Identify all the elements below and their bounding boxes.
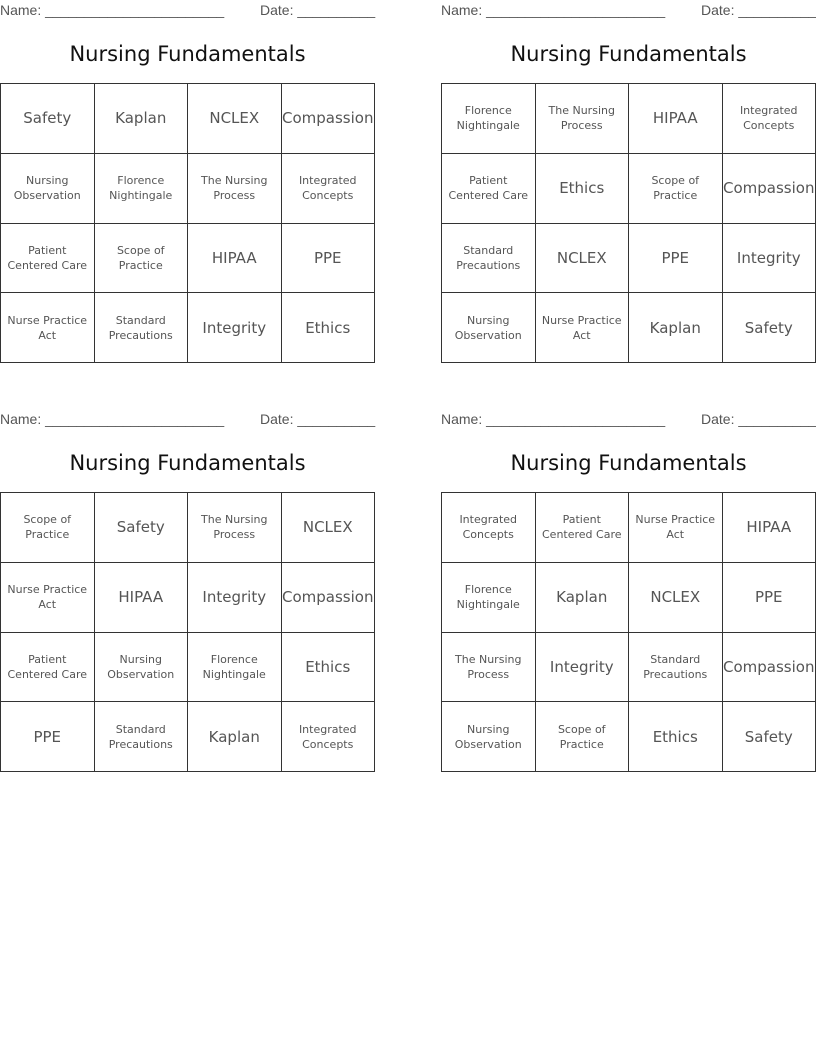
- bingo-cell: Kaplan: [95, 84, 189, 154]
- bingo-cell: Compassion: [723, 154, 816, 224]
- card-title: Nursing Fundamentals: [69, 451, 306, 475]
- bingo-cell: Ethics: [282, 293, 376, 363]
- bingo-cell: HIPAA: [723, 493, 816, 563]
- bingo-cell: The Nursing Process: [442, 633, 536, 703]
- bingo-cell: Nurse Practice Act: [536, 293, 630, 363]
- bingo-cell: Scope of Practice: [1, 493, 95, 563]
- bingo-cell: The Nursing Process: [536, 84, 630, 154]
- bingo-cell: Standard Precautions: [442, 224, 536, 294]
- bingo-cell: Safety: [723, 702, 816, 772]
- bingo-cell: Integrity: [723, 224, 816, 294]
- bingo-cell: HIPAA: [95, 563, 189, 633]
- bingo-cell: HIPAA: [188, 224, 282, 294]
- card-title: Nursing Fundamentals: [510, 451, 747, 475]
- bingo-cell: Nursing Observation: [442, 702, 536, 772]
- bingo-cell: PPE: [629, 224, 723, 294]
- bingo-cell: Florence Nightingale: [95, 154, 189, 224]
- date-field: Date: __________: [701, 2, 816, 18]
- bingo-cell: Integrity: [188, 293, 282, 363]
- bingo-cell: Patient Centered Care: [442, 154, 536, 224]
- name-date-row: [441, 411, 816, 429]
- bingo-cell: Nursing Observation: [442, 293, 536, 363]
- bingo-cell: PPE: [282, 224, 376, 294]
- name-field: Name: _______________________: [0, 411, 225, 427]
- bingo-cell: Florence Nightingale: [442, 563, 536, 633]
- bingo-cell: Integrated Concepts: [282, 702, 376, 772]
- bingo-cell: The Nursing Process: [188, 154, 282, 224]
- bingo-cell: NCLEX: [282, 493, 376, 563]
- bingo-cell: NCLEX: [629, 563, 723, 633]
- bingo-cell: Florence Nightingale: [442, 84, 536, 154]
- bingo-cell: Nurse Practice Act: [1, 563, 95, 633]
- bingo-cell: Nurse Practice Act: [629, 493, 723, 563]
- name-date-row: [0, 2, 375, 20]
- bingo-cell: Patient Centered Care: [1, 633, 95, 703]
- bingo-cell: Compassion: [282, 563, 376, 633]
- bingo-grid: [0, 492, 375, 772]
- bingo-cell: Scope of Practice: [95, 224, 189, 294]
- bingo-cell: Nurse Practice Act: [1, 293, 95, 363]
- bingo-card-2: [441, 0, 816, 365]
- bingo-card-1: [0, 0, 375, 365]
- name-field: Name: _______________________: [441, 2, 666, 18]
- bingo-cell: Integrated Concepts: [442, 493, 536, 563]
- bingo-cell: Scope of Practice: [629, 154, 723, 224]
- bingo-cell: Compassion: [723, 633, 816, 703]
- bingo-cell: Standard Precautions: [629, 633, 723, 703]
- card-title: Nursing Fundamentals: [69, 42, 306, 66]
- name-field: Name: _______________________: [441, 411, 666, 427]
- bingo-cell: Standard Precautions: [95, 293, 189, 363]
- bingo-cell: Compassion: [282, 84, 376, 154]
- bingo-cell: Integrity: [188, 563, 282, 633]
- name-date-row: [0, 411, 375, 429]
- bingo-cell: Scope of Practice: [536, 702, 630, 772]
- bingo-cell: Florence Nightingale: [188, 633, 282, 703]
- bingo-cell: Safety: [95, 493, 189, 563]
- bingo-cell: NCLEX: [188, 84, 282, 154]
- bingo-cell: Integrated Concepts: [282, 154, 376, 224]
- bingo-cell: Standard Precautions: [95, 702, 189, 772]
- bingo-grid: [0, 83, 375, 363]
- bingo-cell: Ethics: [282, 633, 376, 703]
- bingo-cell: Kaplan: [188, 702, 282, 772]
- bingo-cell: HIPAA: [629, 84, 723, 154]
- bingo-cell: Kaplan: [536, 563, 630, 633]
- bingo-grid: [441, 83, 816, 363]
- date-field: Date: __________: [260, 411, 376, 427]
- bingo-card-4: [441, 409, 816, 774]
- bingo-cell: Kaplan: [629, 293, 723, 363]
- bingo-cell: Patient Centered Care: [1, 224, 95, 294]
- name-field: Name: _______________________: [0, 2, 225, 18]
- bingo-cell: PPE: [1, 702, 95, 772]
- bingo-cell: The Nursing Process: [188, 493, 282, 563]
- bingo-cell: NCLEX: [536, 224, 630, 294]
- bingo-cell: PPE: [723, 563, 816, 633]
- bingo-cell: Ethics: [536, 154, 630, 224]
- card-title: Nursing Fundamentals: [510, 42, 747, 66]
- bingo-cell: Safety: [723, 293, 816, 363]
- bingo-grid: [441, 492, 816, 772]
- bingo-cell: Integrity: [536, 633, 630, 703]
- bingo-cell: Nursing Observation: [95, 633, 189, 703]
- date-field: Date: __________: [260, 2, 376, 18]
- bingo-cell: Patient Centered Care: [536, 493, 630, 563]
- bingo-cell: Integrated Concepts: [723, 84, 816, 154]
- name-date-row: [441, 2, 816, 20]
- bingo-card-3: [0, 409, 375, 774]
- bingo-cell: Ethics: [629, 702, 723, 772]
- bingo-cell: Safety: [1, 84, 95, 154]
- date-field: Date: __________: [701, 411, 816, 427]
- bingo-cell: Nursing Observation: [1, 154, 95, 224]
